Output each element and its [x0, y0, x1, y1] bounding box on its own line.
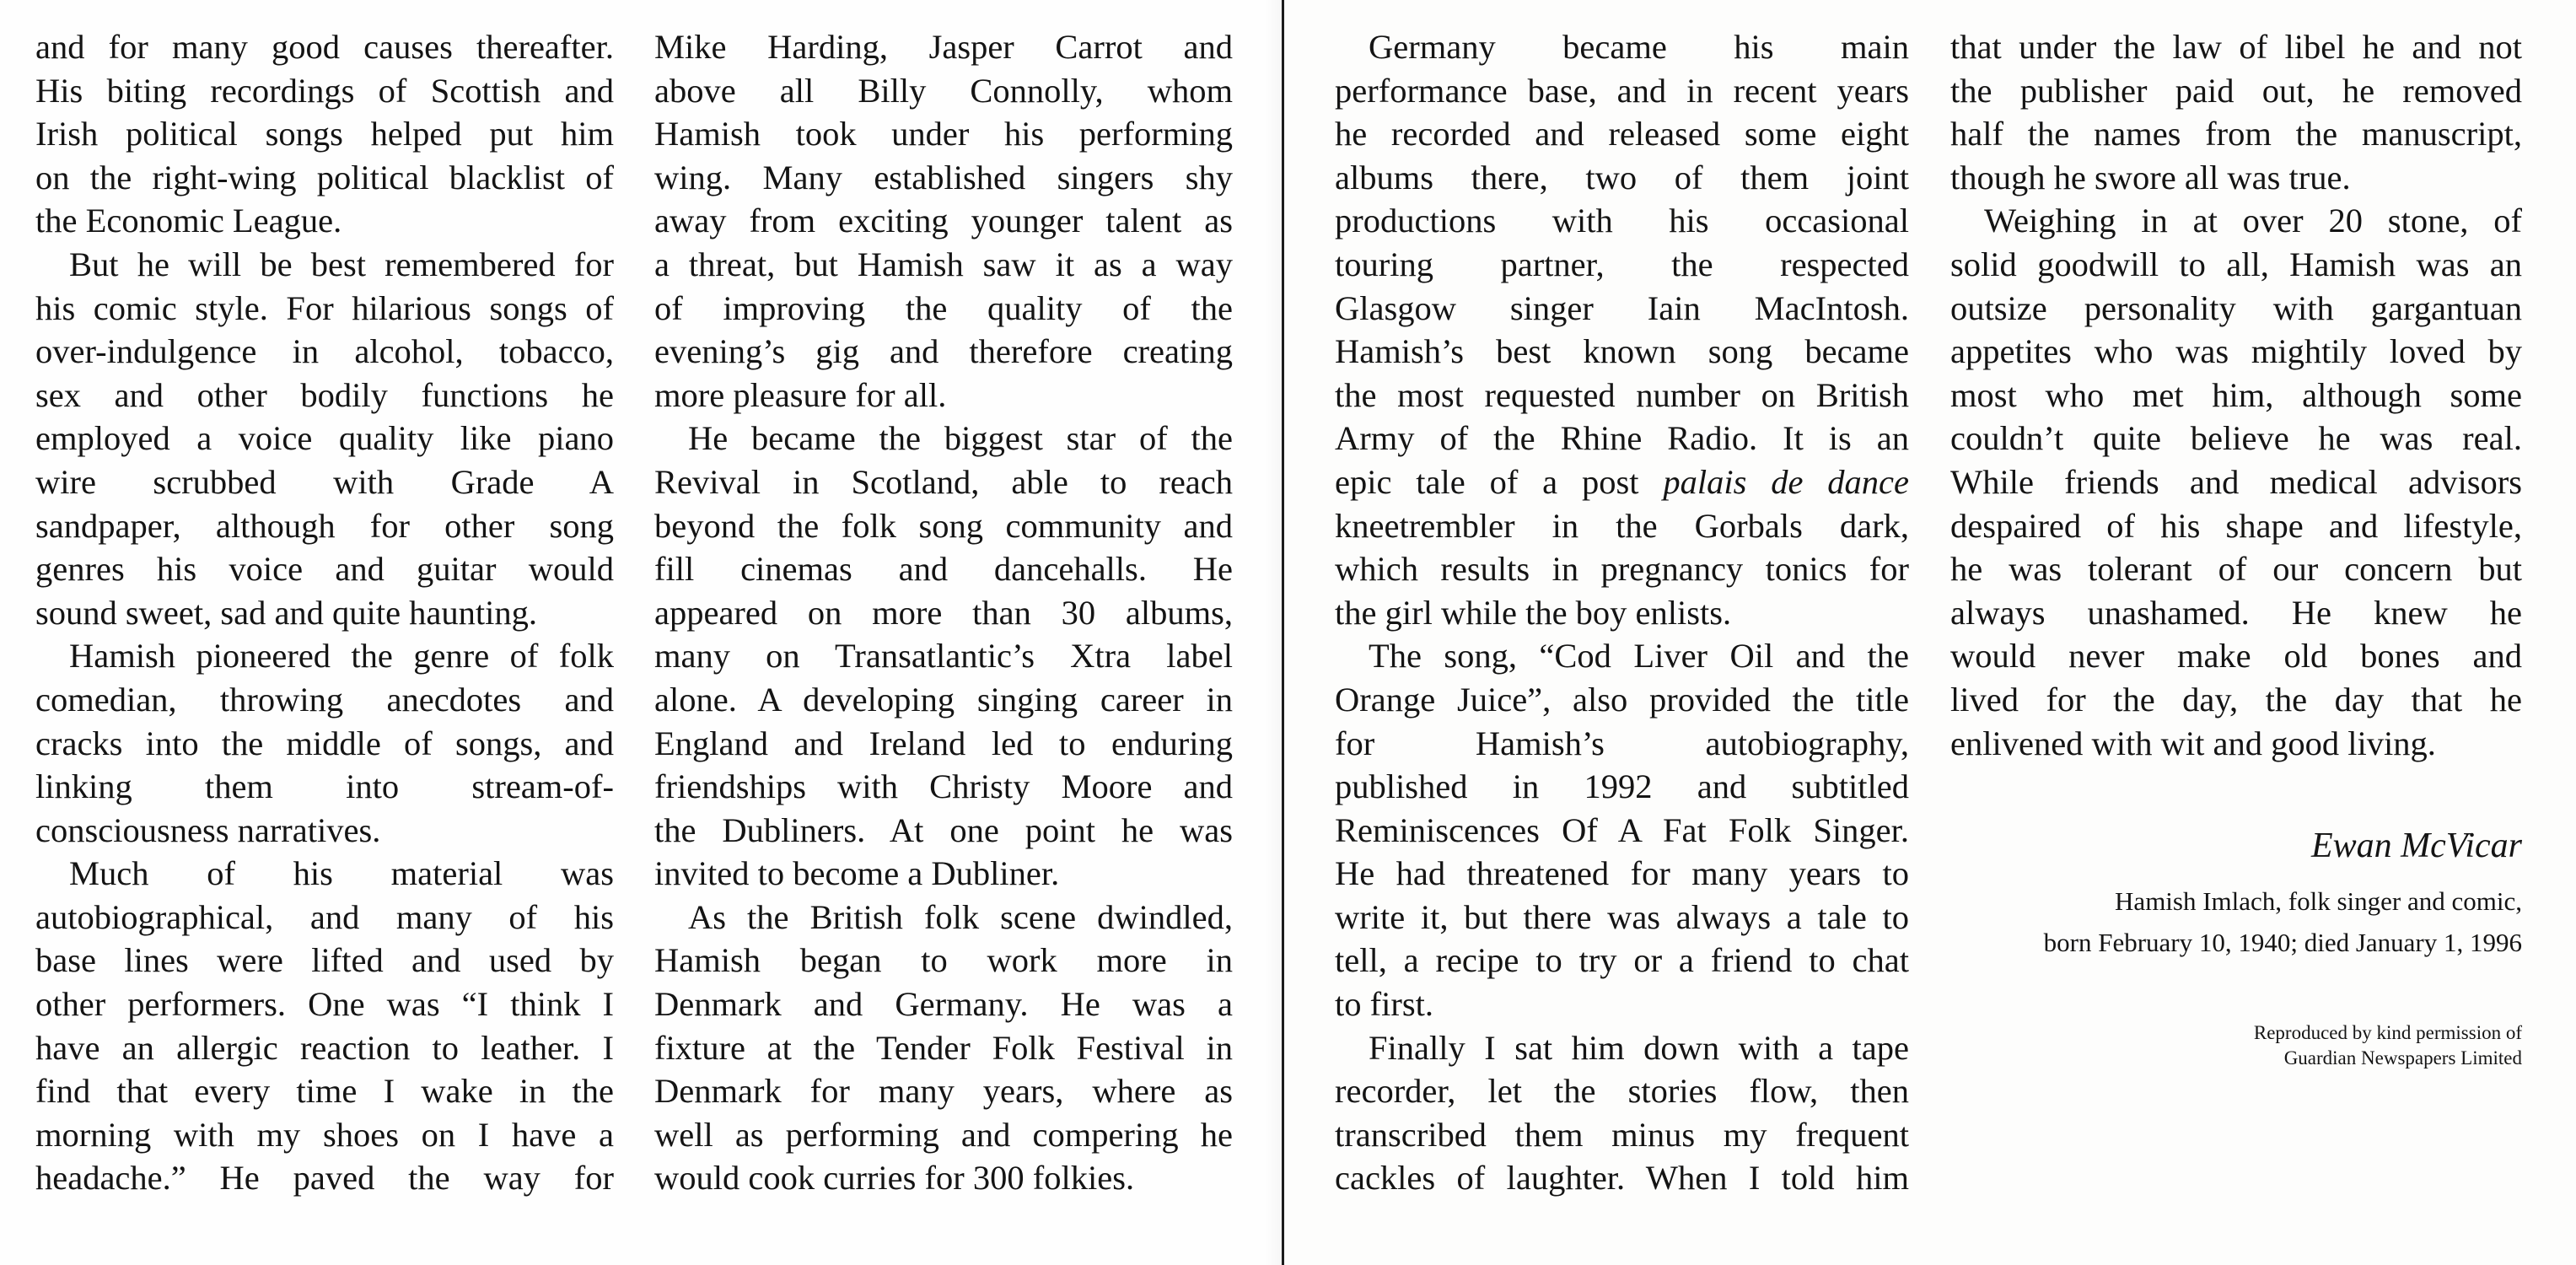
- text-line: alone. A developing singing career in: [654, 680, 1233, 719]
- text-line: appeared on more than 30 albums,: [654, 593, 1233, 632]
- text-line: base lines were lifted and used by: [35, 941, 614, 980]
- paragraph: [1950, 199, 2522, 765]
- text-line: Orange Juice”, also provided the title: [1335, 680, 1909, 719]
- text-line: fill cinemas and dancehalls. He: [654, 550, 1233, 589]
- paragraph: [35, 25, 614, 243]
- center-fold-line: [1282, 0, 1284, 1265]
- text-line: comedian, throwing anecdotes and: [35, 680, 614, 719]
- text-line: productions with his occasional: [1335, 202, 1909, 240]
- text-line: recorder, let the stories flow, then: [1335, 1072, 1909, 1111]
- text-line: outsize personality with gargantuan: [1950, 288, 2522, 327]
- obituary-subject: [2044, 880, 2522, 963]
- text-line: Hamish began to work more in: [654, 941, 1233, 980]
- text-line: of improving the quality of the: [654, 288, 1233, 327]
- text-line: though he swore all was true.: [1950, 158, 2351, 196]
- text-line: invited to become a Dubliner.: [654, 854, 1060, 893]
- paragraph: [654, 417, 1233, 896]
- text-line: autobiographical, and many of his: [35, 897, 614, 936]
- paragraph: [35, 634, 614, 852]
- text-line: well as performing and compering he: [654, 1115, 1233, 1154]
- text-line: solid goodwill to all, Hamish was an: [1950, 245, 2522, 283]
- text-line: sex and other bodily functions he: [35, 375, 614, 414]
- text-line: As the British folk scene dwindled,: [688, 897, 1233, 936]
- italic-phrase: palais de dance: [1663, 462, 1909, 501]
- text-line: on the right-wing political blacklist of: [35, 158, 614, 196]
- text-line: Glasgow singer Iain MacIntosh.: [1335, 288, 1909, 327]
- text-line: find that every time I wake in the: [35, 1072, 614, 1111]
- paragraph: [1950, 25, 2522, 199]
- text-line: cracks into the middle of songs, and: [35, 724, 614, 762]
- text-line: the most requested number on British: [1335, 375, 1909, 414]
- text-line: beyond the folk song community and: [654, 506, 1233, 545]
- text-line: lived for the day, the day that he: [1950, 680, 2522, 719]
- text-line: Denmark for many years, where as: [654, 1072, 1233, 1111]
- text-line: have an allergic reaction to leather. I: [35, 1028, 614, 1067]
- text-line: his comic style. For hilarious songs of: [35, 288, 614, 327]
- text-line: kneetrembler in the Gorbals dark,: [1335, 506, 1909, 545]
- text-line: and for many good causes thereafter.: [35, 28, 614, 66]
- text-line: many on Transatlantic’s Xtra label: [654, 637, 1233, 676]
- text-line: published in 1992 and subtitled: [1335, 767, 1909, 806]
- text-line: headache.” He paved the way for: [35, 1159, 614, 1198]
- text-line: albums there, two of them joint: [1335, 158, 1909, 196]
- text-line: But he will be best remembered for: [69, 245, 614, 283]
- text-line: England and Ireland led to enduring: [654, 724, 1233, 762]
- text-line: more pleasure for all.: [654, 375, 947, 414]
- paragraph: [35, 852, 614, 1200]
- article-column-4: [1950, 25, 2522, 765]
- paragraph: [1335, 25, 1909, 634]
- text-line: a threat, but Hamish saw it as a way: [654, 245, 1233, 283]
- text-line: His biting recordings of Scottish and: [35, 71, 614, 110]
- author-byline: Ewan McVicar: [2311, 826, 2522, 865]
- text-line: sound sweet, sad and quite haunting.: [35, 593, 538, 632]
- text-line: Hamish took under his performing: [654, 115, 1233, 153]
- text-line: that under the law of libel he and not: [1950, 28, 2522, 66]
- text-line: linking them into stream-of-: [35, 767, 614, 806]
- text-line: transcribed them minus my frequent: [1335, 1115, 1909, 1154]
- text-line: evening’s gig and therefore creating: [654, 332, 1233, 371]
- text-line: couldn’t quite believe he was real.: [1950, 419, 2522, 458]
- permission-line-1: Reproduced by kind permission of: [2253, 1022, 2522, 1043]
- text-line: the Economic League.: [35, 202, 342, 240]
- text-line: Hamish pioneered the genre of folk: [69, 637, 614, 676]
- text-line: While friends and medical advisors: [1950, 462, 2522, 501]
- paragraph: [1335, 634, 1909, 1025]
- text-line: Mike Harding, Jasper Carrot and: [654, 28, 1233, 66]
- text-line: most who met him, although some: [1950, 375, 2522, 414]
- text-line: He had threatened for many years to: [1335, 854, 1909, 893]
- spine-shadow: [1265, 0, 1282, 1265]
- text-line: epic tale of a post palais de dance: [1335, 462, 1909, 501]
- text-line: Weighing in at over 20 stone, of: [1984, 202, 2522, 240]
- text-line: He became the biggest star of the: [688, 419, 1233, 458]
- text-line: consciousness narratives.: [35, 810, 381, 849]
- text-line: which results in pregnancy tonics for: [1335, 550, 1909, 589]
- text-line: Finally I sat him down with a tape: [1369, 1028, 1909, 1067]
- text-line: Reminiscences Of A Fat Folk Singer.: [1335, 810, 1909, 849]
- text-line: Much of his material was: [69, 854, 614, 893]
- article-column-3: [1335, 25, 1909, 1200]
- text-line: performance base, and in recent years: [1335, 71, 1909, 110]
- text-line: for Hamish’s autobiography,: [1335, 724, 1909, 762]
- text-line: would cook curries for 300 folkies.: [654, 1159, 1135, 1198]
- text-line: friendships with Christy Moore and: [654, 767, 1233, 806]
- text-line: cackles of laughter. When I told him: [1335, 1159, 1909, 1198]
- article-column-2: [654, 25, 1233, 1200]
- permission-line-2: Guardian Newspapers Limited: [2283, 1047, 2522, 1069]
- subject-line-2: born February 10, 1940; died January 1, 1996: [2043, 928, 2522, 957]
- text-line: Hamish’s best known song became: [1335, 332, 1909, 371]
- text-line: half the names from the manuscript,: [1950, 115, 2522, 153]
- text-line: above all Billy Connolly, whom: [654, 71, 1233, 110]
- subject-line-1: Hamish Imlach, folk singer and comic,: [2115, 886, 2522, 916]
- text-line: touring partner, the respected: [1335, 245, 1909, 283]
- text-line: genres his voice and guitar would: [35, 550, 614, 589]
- text-line: the publisher paid out, he removed: [1950, 71, 2522, 110]
- text-line: wing. Many established singers shy: [654, 158, 1233, 196]
- text-line: Germany became his main: [1369, 28, 1909, 66]
- text-line: Army of the Rhine Radio. It is an: [1335, 419, 1909, 458]
- text-line: away from exciting younger talent as: [654, 202, 1233, 240]
- text-line: fixture at the Tender Folk Festival in: [654, 1028, 1233, 1067]
- credits-block: [1950, 825, 2522, 1095]
- text-line: the Dubliners. At one point he was: [654, 810, 1233, 849]
- text-line: would never make old bones and: [1950, 637, 2522, 676]
- text-line: he recorded and released some eight: [1335, 115, 1909, 153]
- paragraph: [35, 243, 614, 634]
- text-line: always unashamed. He knew he: [1950, 593, 2522, 632]
- text-line: wire scrubbed with Grade A: [35, 462, 614, 501]
- text-line: sandpaper, although for other song: [35, 506, 614, 545]
- text-line: The song, “Cod Liver Oil and the: [1369, 637, 1909, 676]
- text-line: appetites who was mightily loved by: [1950, 332, 2522, 371]
- text-line: he was tolerant of our concern but: [1950, 550, 2522, 589]
- text-line: despaired of his shape and lifestyle,: [1950, 506, 2522, 545]
- text-line: morning with my shoes on I have a: [35, 1115, 614, 1154]
- article-column-1: [35, 25, 614, 1200]
- text-line: enlivened with wit and good living.: [1950, 724, 2436, 762]
- paragraph: [654, 25, 1233, 417]
- reprint-permission: [2254, 1020, 2522, 1071]
- text-line: Revival in Scotland, able to reach: [654, 462, 1233, 501]
- text-line: other performers. One was “I think I: [35, 985, 614, 1024]
- text-line: employed a voice quality like piano: [35, 419, 614, 458]
- text-line: Denmark and Germany. He was a: [654, 985, 1233, 1024]
- paragraph: [654, 896, 1233, 1200]
- text-line: write it, but there was always a tale to: [1335, 897, 1909, 936]
- paragraph: [1335, 1026, 1909, 1200]
- text-line: to first.: [1335, 985, 1433, 1024]
- text-line: the girl while the boy enlists.: [1335, 593, 1732, 632]
- text-line: Irish political songs helped put him: [35, 115, 614, 153]
- text-line: over-indulgence in alcohol, tobacco,: [35, 332, 614, 371]
- text-line: tell, a recipe to try or a friend to chat: [1335, 941, 1909, 980]
